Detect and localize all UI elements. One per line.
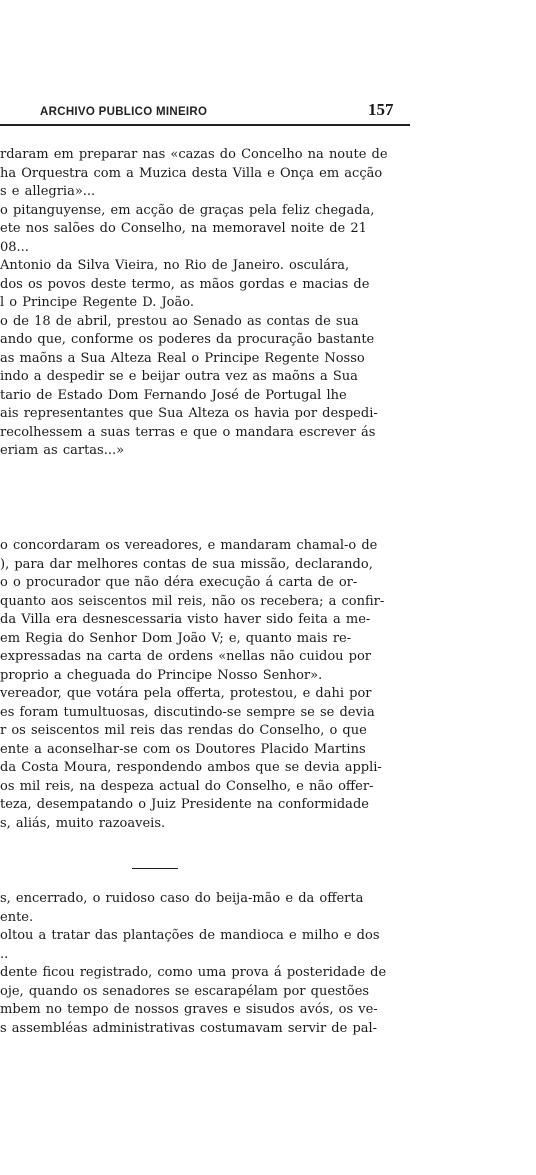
text-line: 08... xyxy=(0,239,29,255)
text-line: ha Orquestra com a Muzica desta Villa e Onça em acção xyxy=(0,165,383,181)
text-line: s, aliás, muito razoaveis. xyxy=(0,815,166,831)
text-line: oltou a tratar das plantações de mandioca e milho e dos xyxy=(0,928,380,943)
text-line: eriam as cartas...» xyxy=(0,443,125,458)
text-line: da Costa Moura, respondendo ambos que se devia appli- xyxy=(0,760,382,775)
text-line: o de 18 de abril, prestou ao Senado as contas de sua xyxy=(0,313,359,329)
text-line: da Villa era desnescessaria visto haver sido feita a me- xyxy=(0,612,371,627)
text-line: es foram tumultuosas, discutindo-se sempre se se devia xyxy=(0,704,375,720)
text-line: mbem no tempo de nossos graves e sisudos avós, os ve- xyxy=(0,1002,378,1017)
text-line: Antonio da Silva Vieira, no Rio de Janeiro. osculára, xyxy=(0,258,350,273)
text-line: ), para dar melhores contas de sua missão, declarando, xyxy=(0,556,373,572)
text-line: os mil reis, na despeza actual do Conselho, e não offer- xyxy=(0,778,374,794)
text-line: recolhessem a suas terras e que o mandara escrever ás xyxy=(0,424,376,440)
text-line: o pitanguyense, em acção de graças pela feliz chegada, xyxy=(0,202,375,218)
text-line: rdaram em preparar nas «cazas do Concelho na noute de xyxy=(0,147,388,162)
text-line: as maõns a Sua Alteza Real o Principe Regente Nosso xyxy=(0,350,365,366)
text-line: tario de Estado Dom Fernando José de Portugal lhe xyxy=(0,387,347,403)
text-line: r os seiscentos mil reis das rendas do Conselho, o que xyxy=(0,723,367,738)
text-line: ente a aconselhar-se com os Doutores Placido Martins xyxy=(0,741,366,757)
text-line: teza, desempatando o Juiz Presidente na conformidade xyxy=(0,797,369,812)
text-line: .. xyxy=(0,946,9,962)
text-line: proprio a cheguada do Principe Nosso Senhor». xyxy=(0,667,323,683)
text-line: ete nos salões do Conselho, na memoravel noite de 21 xyxy=(0,221,367,236)
page-number: 157 xyxy=(368,100,394,119)
text-line: dos os povos deste termo, as mãos gordas e macias de xyxy=(0,276,370,292)
text-line: o o procurador que não déra execução á carta de or- xyxy=(0,575,358,590)
text-line: ais representantes que Sua Alteza os havia por despedi- xyxy=(0,406,378,421)
running-head: ARCHIVO PUBLICO MINEIRO xyxy=(40,106,208,118)
text-line: quanto aos seiscentos mil reis, não os recebera; a confir- xyxy=(0,593,385,609)
page-header xyxy=(0,100,410,126)
text-line: indo a despedir se e beijar outra vez as maõns a Sua xyxy=(0,369,358,384)
text-line: o concordaram os vereadores, e mandaram chamal-o de xyxy=(0,538,378,553)
section-divider xyxy=(132,868,178,869)
text-line: ando que, conforme os poderes da procuração bastante xyxy=(0,332,375,347)
text-line: em Regia do Senhor Dom João V; e, quanto mais re- xyxy=(0,630,352,646)
text-line: l o Principe Regente D. João. xyxy=(0,295,194,310)
text-block-2 xyxy=(0,537,410,833)
text-line: oje, quando os senadores se escarapélam por questões xyxy=(0,983,370,999)
text-block-1 xyxy=(0,146,410,461)
text-line: dente ficou registrado, como uma prova á posteridade de xyxy=(0,965,387,980)
text-line: expressadas na carta de ordens «nellas não cuidou por xyxy=(0,649,372,664)
text-line: s, encerrado, o ruidoso caso do beija-mão e da offerta xyxy=(0,891,364,906)
text-line: s assembléas administrativas costumavam servir de pal- xyxy=(0,1020,378,1036)
text-line: s e allegria»... xyxy=(0,184,96,199)
text-block-3 xyxy=(0,890,410,1038)
text-line: ente. xyxy=(0,909,34,925)
text-line: vereador, que votára pela offerta, protestou, e dahi por xyxy=(0,686,372,701)
